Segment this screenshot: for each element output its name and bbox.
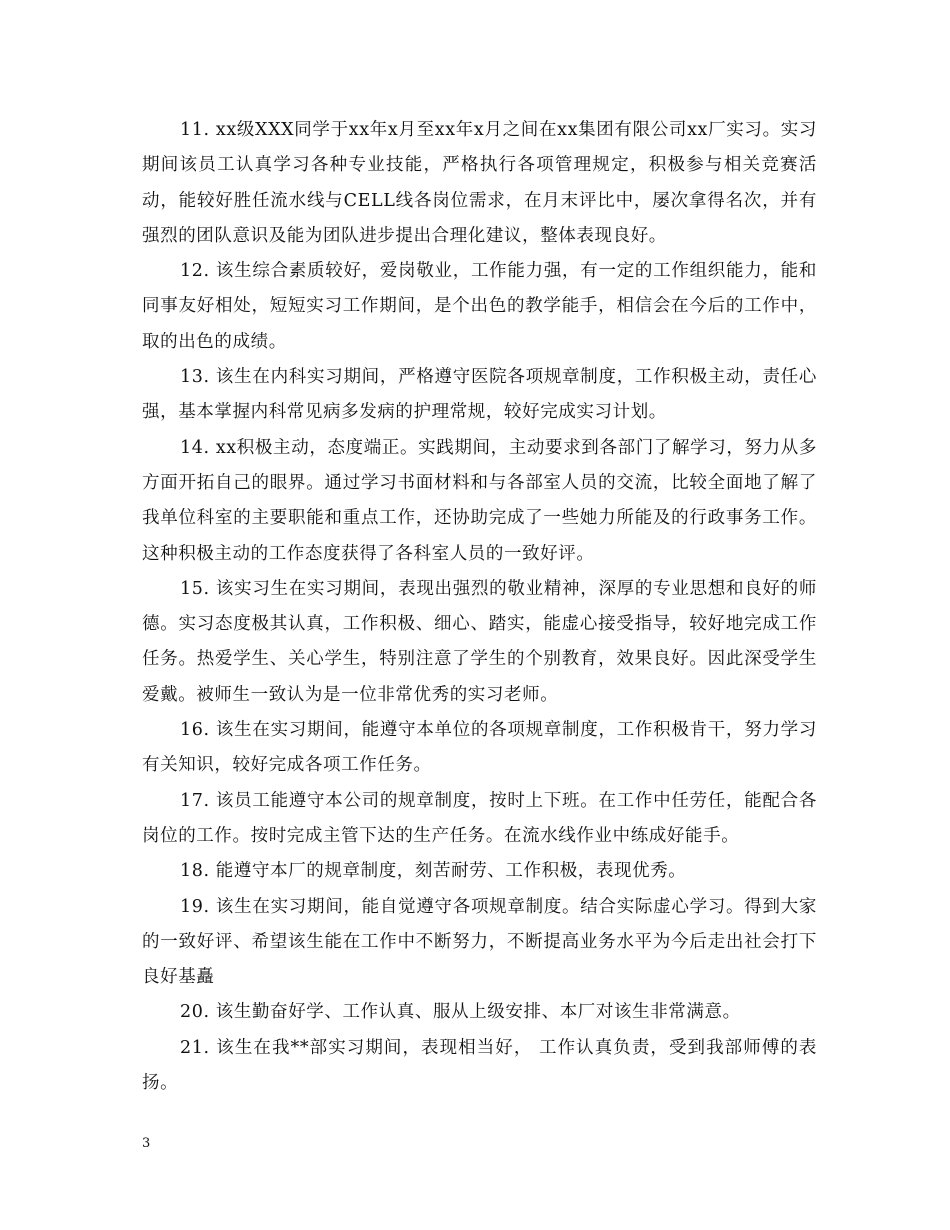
paragraph-14: 14. xx积极主动，态度端正。实践期间，主动要求到各部门了解学习，努力从多方面开拓自己的眼界。通过学习书面材料和与各部室人员的交流，比较全面地了解了我单位科室的主要职能和重点工作，还协助完成了一些她力所能及的行政事务工作。这种积极主动的工作态度获得了各科室人员的一致好评。 (142, 437, 817, 564)
paragraph-20: 20. 该生勤奋好学、工作认真、服从上级安排、本厂对该生非常满意。 (180, 1002, 741, 1023)
paragraph-17: 17. 该员工能遵守本公司的规章制度，按时上下班。在工作中任劳任，能配合各岗位的工作。按时完成主管下达的生产任务。在流水线作业中练成好能手。 (142, 790, 817, 846)
document-body (142, 113, 817, 1101)
paragraph-13: 13. 该生在内科实习期间，严格遵守医院各项规章制度，工作积极主动，责任心强，基本掌握内科常见病多发病的护理常规，较好完成实习计划。 (142, 367, 817, 423)
paragraph-18: 18. 能遵守本厂的规章制度，刻苦耐劳、工作积极，表现优秀。 (180, 861, 687, 882)
paragraph-21: 21. 该生在我**部实习期间，表现相当好， 工作认真负责，受到我部师傅的表扬。 (142, 1037, 817, 1094)
paragraph-12: 12. 该生综合素质较好，爱岗敬业，工作能力强，有一定的工作组织能力，能和同事友好相处，短短实习工作期间，是个出色的教学能手，相信会在今后的工作中，取的出色的成绩。 (142, 261, 817, 352)
paragraph-15: 15. 该实习生在实习期间，表现出强烈的敬业精神，深厚的专业思想和良好的师德。实习态度极其认真，工作积极、细心、踏实，能虚心接受指导，较好地完成工作任务。热爱学生、关心学生，特别注意了学生的个别教育，效果良好。因此深受学生爱戴。被师生一致认为是一位非常优秀的实习老师。 (142, 578, 817, 705)
paragraph-19: 19. 该生在实习期间，能自觉遵守各项规章制度。结合实际虚心学习。得到大家的一致好评、希望该生能在工作中不断努力，不断提高业务水平为今后走出社会打下良好基矗 (142, 896, 817, 988)
page-number: 3 (142, 1136, 151, 1151)
paragraph-11: 11. xx级XXX同学于xx年x月至xx年x月之间在xx集团有限公司xx厂实习。实习期间该员工认真学习各种专业技能，严格执行各项管理规定，积极参与相关竞赛活动，能较好胜任流水线与CELL线各岗位需求，在月末评比中，屡次拿得名次，并有强烈的团队意识及能为团队进步提出合理化建议，整体表现良好。 (142, 120, 817, 246)
paragraph-16: 16. 该生在实习期间，能遵守本单位的各项规章制度，工作积极肯干，努力学习有关知识，较好完成各项工作任务。 (142, 720, 817, 776)
